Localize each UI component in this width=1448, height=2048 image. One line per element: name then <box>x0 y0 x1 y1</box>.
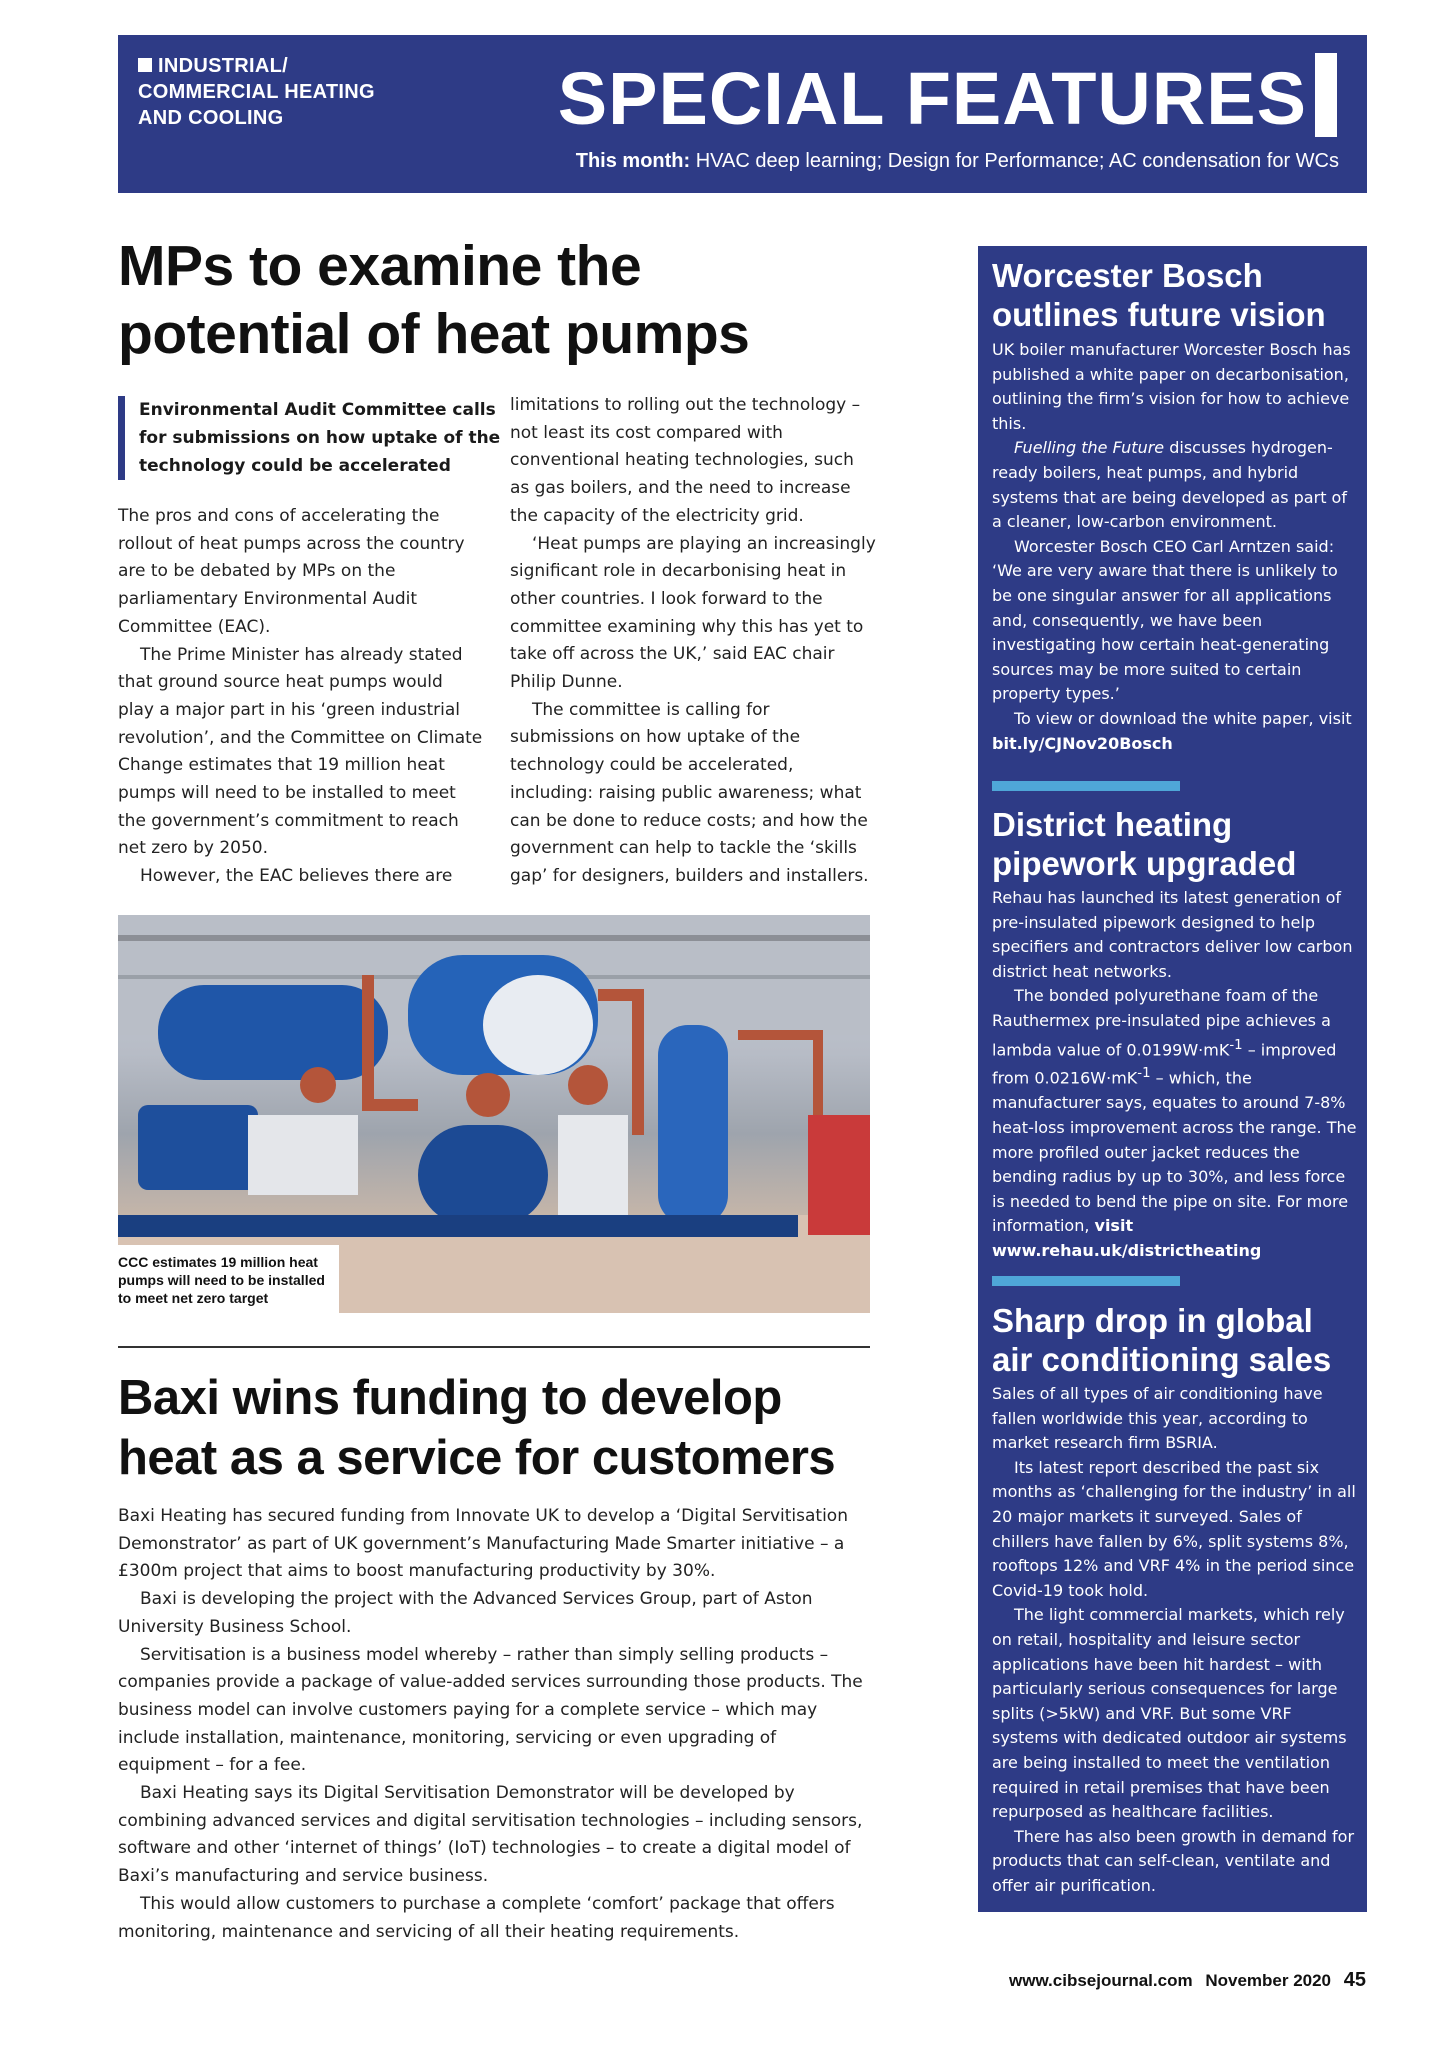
sidebar-headline <box>992 1301 1331 1379</box>
paragraph: The pros and cons of accelerating the rollout of heat pumps across the country are to be debated by MPs on the parliamentary Environmental Audit Committee (EAC). <box>118 506 465 637</box>
headline-line: air conditioning sales <box>992 1341 1332 1378</box>
publication-title: Fuelling the Future <box>1014 438 1165 458</box>
headline-line: pipework upgraded <box>992 845 1297 882</box>
paragraph-text: The bonded polyurethane foam of the Rauthermex pre-insulated pipe achieves a lambda value of 0.0199W·mK <box>992 986 1331 1059</box>
paragraph: Rehau has launched its latest generation of pre-insulated pipework designed to help specifiers and contractors deliver low carbon district heat networks. <box>992 888 1353 981</box>
this-month-text: HVAC deep learning; Design for Performance; AC condensation for WCs <box>690 150 1339 172</box>
paragraph-text: – which, the manufacturer says, equates to around 7-8% heat-loss improvement across the range. The more profiled outer jacket reduces the bending radius by up to 30%, and less force is needed to bend the pipe on site. For more information, <box>992 1068 1357 1236</box>
paragraph <box>992 436 1357 534</box>
superscript: -1 <box>1137 1066 1151 1082</box>
paragraph: However, the EAC believes there are <box>140 866 453 887</box>
article2-headline <box>118 1368 835 1488</box>
news-sidebar <box>978 246 1367 1912</box>
sidebar-divider <box>992 1276 1180 1286</box>
superscript: -1 <box>1229 1037 1243 1053</box>
headline-line: Sharp drop in global <box>992 1302 1313 1339</box>
rehau-link[interactable]: visit www.rehau.uk/districtheating <box>992 1216 1262 1260</box>
headline-line: District heating <box>992 806 1233 843</box>
page-footer <box>1009 1969 1366 1992</box>
headline-line: Worcester Bosch <box>992 257 1263 294</box>
page-number: 45 <box>1343 1969 1366 1991</box>
paragraph: There has also been growth in demand for products that can self-clean, ventilate and offer air purification. <box>992 1826 1355 1895</box>
title-bar-decoration <box>1315 53 1337 137</box>
article1-column-2 <box>510 392 876 891</box>
paragraph-text: To view or download the white paper, visit <box>1014 708 1352 728</box>
paragraph-text: – improved from 0.0216W·mK <box>992 1039 1337 1088</box>
this-month-line <box>576 150 1339 173</box>
footer-date: November 2020 <box>1205 1971 1332 1990</box>
article1-standfirst: Environmental Audit Committee calls for submissions on how uptake of the technology could be accelerated <box>118 396 503 480</box>
sidebar-headline <box>992 256 1326 334</box>
headline-line: heat as a service for customers <box>118 1431 836 1485</box>
article-divider <box>118 1346 870 1348</box>
paragraph <box>992 707 1357 756</box>
section-label-line: AND COOLING <box>138 107 284 129</box>
section-label-line: COMMERCIAL HEATING <box>138 81 375 103</box>
article1-headline <box>118 232 749 368</box>
paragraph: Servitisation is a business model whereby – rather than simply selling products – companies provide a package of value-added services surrounding those products. The business model can involve customers paying for a complete service – which may include installation, maintenance, monitoring, servicing or even upgrading of equipment – for a fee. <box>118 1644 863 1776</box>
paragraph: Baxi Heating says its Digital Servitisation Demonstrator will be developed by combining advanced services and digital servitisation technologies – including sensors, software and other ‘internet of things’ (IoT) technologies – to create a digital model of Baxi’s manufacturing and service business. <box>118 1783 863 1887</box>
sidebar-divider <box>992 781 1180 791</box>
special-features-title: SPECIAL FEATURES <box>557 57 1307 140</box>
section-header <box>118 35 1367 193</box>
article2-body <box>118 1503 870 1946</box>
paragraph: Baxi is developing the project with the Advanced Services Group, part of Aston University Business School. <box>118 1589 813 1637</box>
paragraph: ‘Heat pumps are playing an increasingly significant role in decarbonising heat in other countries. I look forward to the committee examining why this has yet to take off across the UK,’ said EAC chair Philip Dunne. <box>510 533 876 693</box>
paragraph-text: discusses hydrogen-ready boilers, heat pumps, and hybrid systems that are being developed as part of a cleaner, low-carbon environment. <box>992 438 1347 532</box>
whitepaper-link[interactable]: bit.ly/CJNov20Bosch <box>992 733 1173 753</box>
headline-line: potential of heat pumps <box>118 302 750 366</box>
sidebar-story-body <box>992 338 1357 756</box>
section-label-line: INDUSTRIAL/ <box>158 55 288 77</box>
paragraph <box>992 984 1357 1263</box>
headline-line: MPs to examine the <box>118 234 642 298</box>
this-month-label: This month: <box>575 150 691 172</box>
footer-website[interactable]: www.cibsejournal.com <box>1009 1971 1193 1990</box>
headline-line: outlines future vision <box>992 296 1326 333</box>
paragraph: This would allow customers to purchase a complete ‘comfort’ package that offers monitoring, maintenance and servicing of all their heating requirements. <box>118 1893 835 1942</box>
paragraph: Its latest report described the past six months as ‘challenging for the industry’ in all 20 major markets it surveyed. Sales of chillers have fallen by 6%, split systems 8%, rooftops 12% and VRF 4% in the period since Covid-19 took hold. <box>992 1457 1356 1600</box>
paragraph: The Prime Minister has already stated that ground source heat pumps would play a major part in his ‘green industrial revolution’, and the Committee on Climate Change estimates that 19 million heat pumps will need to be installed to meet the government’s commitment to reach net zero by 2050. <box>118 644 483 859</box>
sidebar-headline <box>992 805 1296 883</box>
square-bullet-icon <box>138 58 152 72</box>
sidebar-story-body <box>992 1382 1357 1898</box>
heat-pump-photo <box>118 915 870 1313</box>
paragraph: limitations to rolling out the technology – not least its cost compared with conventional heating technologies, such as gas boilers, and the need to increase the capacity of the electricity grid. <box>510 395 861 526</box>
headline-line: Baxi wins funding to develop <box>118 1371 782 1425</box>
paragraph: The committee is calling for submissions on how uptake of the technology could be accelerated, including: raising public awareness; what can be done to reduce costs; and how the government can help to tackle the ‘skills gap’ for designers, builders and installers. <box>510 699 869 886</box>
paragraph: Worcester Bosch CEO Carl Arntzen said: ‘We are very aware that there is unlikely to be one singular answer for all applications and, consequently, we have been investigating how certain heat-generating sources may be more suited to certain property types.’ <box>992 536 1338 704</box>
paragraph: UK boiler manufacturer Worcester Bosch has published a white paper on decarbonisation, outlining the firm’s vision for how to achieve this. <box>992 340 1351 433</box>
sidebar-story-body <box>992 886 1357 1264</box>
paragraph: The light commercial markets, which rely on retail, hospitality and leisure sector applications have been hit hardest – with particularly serious consequences for large splits (>5kW) and VRF. But some VRF systems with dedicated outdoor air systems are being installed to meet the ventilation required in retail premises that have been repurposed as healthcare facilities. <box>992 1605 1347 1822</box>
section-label <box>138 53 375 131</box>
paragraph: Sales of all types of air conditioning have fallen worldwide this year, according to market research firm BSRIA. <box>992 1384 1323 1453</box>
article1-column-1 <box>118 503 483 891</box>
paragraph: Baxi Heating has secured funding from Innovate UK to develop a ‘Digital Servitisation Demonstrator’ as part of UK government’s Manufacturing Made Smarter initiative – a £300m project that aims to boost manufacturing productivity by 30%. <box>118 1506 848 1582</box>
photo-caption: CCC estimates 19 million heat pumps will need to be installed to meet net zero target <box>118 1245 339 1313</box>
